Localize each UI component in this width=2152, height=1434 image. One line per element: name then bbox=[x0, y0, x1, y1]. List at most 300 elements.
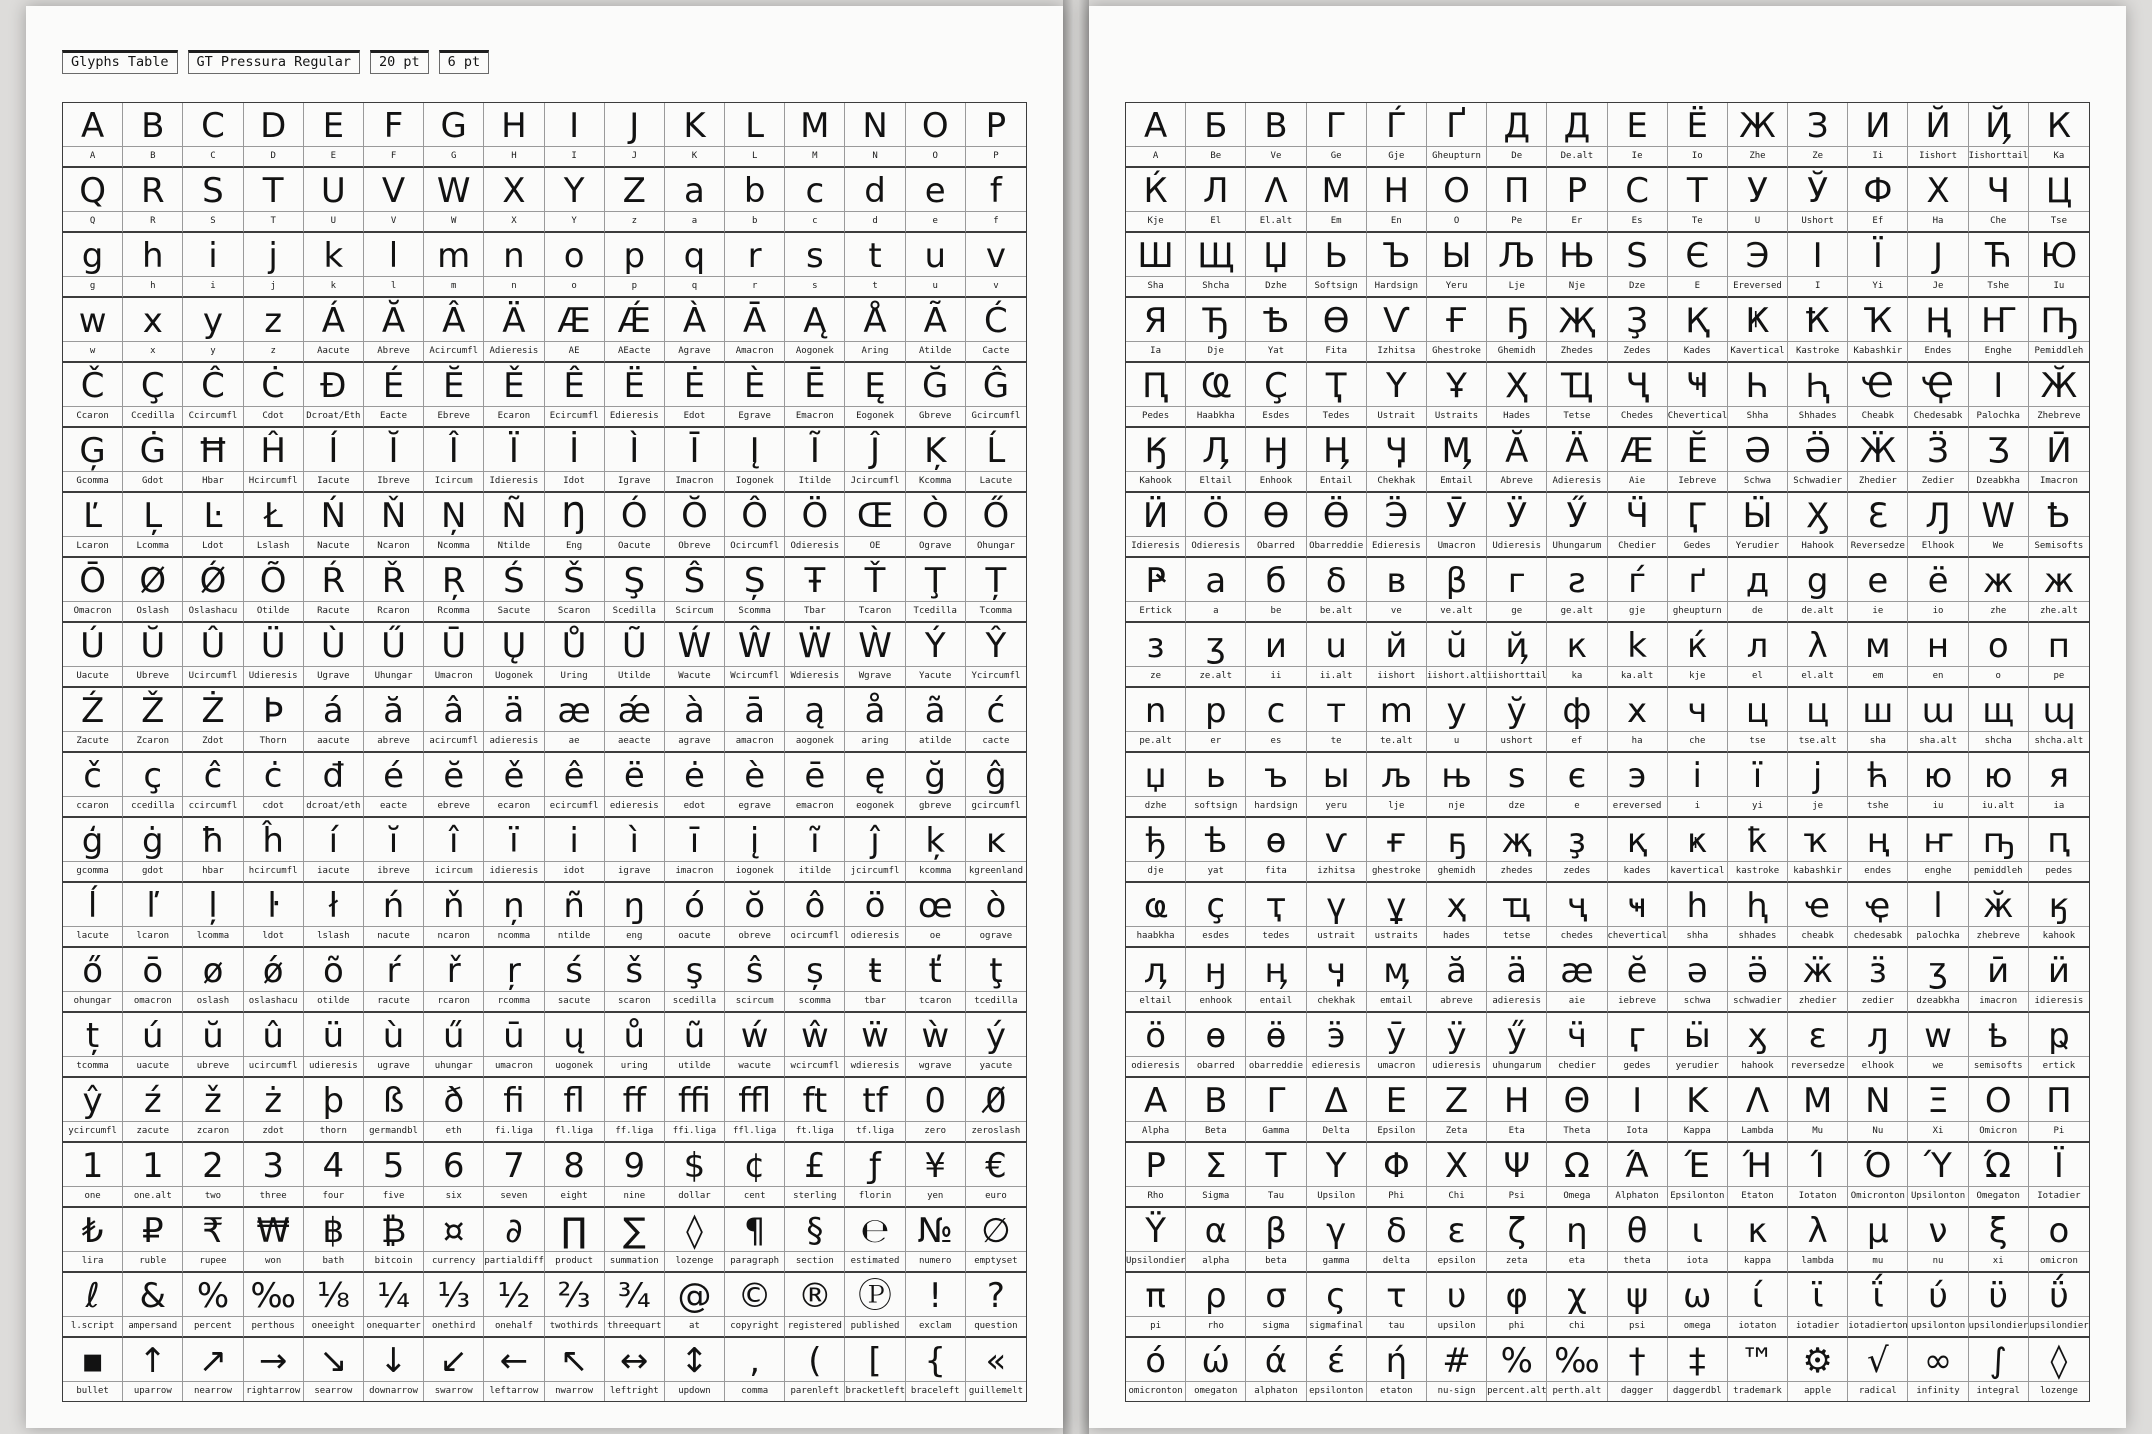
glyph-label: Gcomma bbox=[63, 472, 123, 493]
glyph-cell: ft bbox=[785, 1078, 845, 1122]
glyph-cell: ŕ bbox=[364, 948, 424, 992]
glyph-cell: Ç bbox=[123, 363, 183, 407]
glyph-cell: Ӎ bbox=[1427, 428, 1487, 472]
glyph-label: Odieresis bbox=[785, 537, 845, 558]
glyph-label: aie bbox=[1547, 992, 1607, 1013]
glyph-cell: λ bbox=[1788, 623, 1848, 667]
glyph-label: abreve bbox=[1427, 992, 1487, 1013]
glyph-label: OE bbox=[845, 537, 905, 558]
glyph-cell: ҡ bbox=[1788, 818, 1848, 862]
glyph-cell: η bbox=[1547, 1208, 1607, 1252]
glyph-label: Kappa bbox=[1668, 1122, 1728, 1143]
glyph-label: endes bbox=[1848, 862, 1908, 883]
glyph-label: Imacron bbox=[665, 472, 725, 493]
glyph-label: AE bbox=[545, 342, 605, 363]
glyph-label: Nu bbox=[1848, 1122, 1908, 1143]
glyph-cell: ê bbox=[545, 753, 605, 797]
glyph-cell: ň bbox=[424, 883, 484, 927]
glyph-label: AEacte bbox=[605, 342, 665, 363]
glyph-label: em bbox=[1848, 667, 1908, 688]
glyph-cell: Δ bbox=[1307, 1078, 1367, 1122]
glyph-label: Nacute bbox=[304, 537, 364, 558]
glyph-cell: Ӆ bbox=[1186, 428, 1246, 472]
glyph-cell: ő bbox=[63, 948, 123, 992]
glyph-cell: Ο bbox=[1969, 1078, 2029, 1122]
glyph-cell: ¢ bbox=[725, 1143, 785, 1187]
glyph-label: gje bbox=[1608, 602, 1668, 623]
glyph-label: scedilla bbox=[665, 992, 725, 1013]
glyph-label: Alpha bbox=[1126, 1122, 1186, 1143]
glyph-cell: ţ bbox=[966, 948, 1026, 992]
glyph-cell: ĕ bbox=[424, 753, 484, 797]
glyph-label: Haabkha bbox=[1186, 407, 1246, 428]
glyph-cell: ż bbox=[244, 1078, 304, 1122]
glyph-label: swarrow bbox=[424, 1382, 484, 1401]
glyph-label: Theta bbox=[1547, 1122, 1607, 1143]
glyph-cell: k bbox=[304, 233, 364, 277]
glyph-label: Kastroke bbox=[1788, 342, 1848, 363]
glyph-label: tcaron bbox=[906, 992, 966, 1013]
glyph-cell: ū bbox=[484, 1013, 544, 1057]
glyph-cell: , bbox=[725, 1338, 785, 1382]
glyph-cell: Г bbox=[1307, 103, 1367, 147]
glyph-label: ecircumfl bbox=[545, 797, 605, 818]
glyph-cell: Ө bbox=[1246, 493, 1306, 537]
glyph-label: Zdot bbox=[183, 732, 243, 753]
glyph-label: Rho bbox=[1126, 1187, 1186, 1208]
glyph-label: Ii bbox=[1848, 147, 1908, 168]
glyph-label: softsign bbox=[1186, 797, 1246, 818]
glyph-label: Aring bbox=[845, 342, 905, 363]
glyph-cell: č bbox=[63, 753, 123, 797]
glyph-cell: ô bbox=[785, 883, 845, 927]
glyph-label: ghemidh bbox=[1427, 862, 1487, 883]
glyph-label: ii bbox=[1246, 667, 1306, 688]
glyph-label: dzhe bbox=[1126, 797, 1186, 818]
glyph-label: Wcircumfl bbox=[725, 667, 785, 688]
glyph-cell: ў bbox=[1487, 688, 1547, 732]
glyph-cell: Ì bbox=[605, 428, 665, 472]
glyph-label: eight bbox=[545, 1187, 605, 1208]
glyph-cell: w bbox=[63, 298, 123, 342]
glyph-cell: ™ bbox=[1728, 1338, 1788, 1382]
glyph-label: Ccedilla bbox=[123, 407, 183, 428]
glyph-label: Endes bbox=[1908, 342, 1968, 363]
glyph-cell: C bbox=[183, 103, 243, 147]
glyph-cell: õ bbox=[304, 948, 364, 992]
glyph-cell: Ѕ bbox=[1608, 233, 1668, 277]
glyph-label: summation bbox=[605, 1252, 665, 1273]
glyph-cell: Ő bbox=[966, 493, 1026, 537]
glyph-cell: ԑ bbox=[1788, 1013, 1848, 1057]
glyph-cell: Ŭ bbox=[123, 623, 183, 667]
glyph-label: psi bbox=[1608, 1317, 1668, 1338]
glyph-cell: Ī bbox=[665, 428, 725, 472]
glyph-cell: Š bbox=[545, 558, 605, 602]
glyph-label: otilde bbox=[304, 992, 364, 1013]
glyph-label: tcomma bbox=[63, 1057, 123, 1078]
glyph-label: x bbox=[123, 342, 183, 363]
glyph-label: Upsilon bbox=[1307, 1187, 1367, 1208]
glyph-label: nearrow bbox=[183, 1382, 243, 1401]
glyph-label: rcaron bbox=[424, 992, 484, 1013]
glyph-cell: ç bbox=[123, 753, 183, 797]
glyph-cell: я bbox=[2029, 753, 2089, 797]
glyph-label: f bbox=[966, 212, 1026, 233]
latin-glyphs-table bbox=[62, 102, 1027, 1402]
glyph-label: esdes bbox=[1186, 927, 1246, 948]
glyph-cell: Ō bbox=[63, 558, 123, 602]
glyph-label: Iota bbox=[1608, 1122, 1668, 1143]
glyph-label: schwadier bbox=[1728, 992, 1788, 1013]
glyph-cell: ƒ bbox=[845, 1143, 905, 1187]
glyph-label: Dje bbox=[1186, 342, 1246, 363]
glyph-label: Ntilde bbox=[484, 537, 544, 558]
glyph-cell: л bbox=[1728, 623, 1788, 667]
glyph-label: semisofts bbox=[1969, 1057, 2029, 1078]
glyph-cell: ґ bbox=[1668, 558, 1728, 602]
glyph-label: yeru bbox=[1307, 797, 1367, 818]
glyph-label: Shha bbox=[1728, 407, 1788, 428]
glyph-label: Eltail bbox=[1186, 472, 1246, 493]
glyph-cell: Λ bbox=[1728, 1078, 1788, 1122]
glyph-label: ii.alt bbox=[1307, 667, 1367, 688]
glyph-cell: g bbox=[63, 233, 123, 277]
glyph-label: Scircum bbox=[665, 602, 725, 623]
glyph-cell: Ј bbox=[1908, 233, 1968, 277]
glyph-cell: ŀ bbox=[244, 883, 304, 927]
glyph-cell: Ґ bbox=[1427, 103, 1487, 147]
glyph-label: registered bbox=[785, 1317, 845, 1338]
glyph-cell: Њ bbox=[1547, 233, 1607, 277]
glyph-cell: ж bbox=[2029, 558, 2089, 602]
glyph-cell: é bbox=[364, 753, 424, 797]
glyph-cell: X bbox=[484, 168, 544, 212]
glyph-cell: a bbox=[665, 168, 725, 212]
glyph-cell: ҟ bbox=[1728, 818, 1788, 862]
glyph-cell: Ö bbox=[785, 493, 845, 537]
glyph-cell: Ή bbox=[1728, 1143, 1788, 1187]
glyph-label: Gcircumfl bbox=[966, 407, 1026, 428]
glyph-label: five bbox=[364, 1187, 424, 1208]
glyph-cell: Ĝ bbox=[966, 363, 1026, 407]
glyph-label: ibreve bbox=[364, 862, 424, 883]
glyph-label: dagger bbox=[1608, 1382, 1668, 1401]
glyph-cell: ξ bbox=[1969, 1208, 2029, 1252]
glyph-label: i bbox=[1668, 797, 1728, 818]
glyph-label: Idot bbox=[545, 472, 605, 493]
glyph-label: Ccaron bbox=[63, 407, 123, 428]
glyph-label: chekhak bbox=[1307, 992, 1367, 1013]
glyph-cell: ӭ bbox=[1307, 1013, 1367, 1057]
glyph-cell: ¾ bbox=[605, 1273, 665, 1317]
glyph-label: Imacron bbox=[2029, 472, 2089, 493]
glyph-cell: Ô bbox=[725, 493, 785, 537]
glyph-cell: ï bbox=[484, 818, 544, 862]
glyph-cell: Ѣ bbox=[1246, 298, 1306, 342]
glyph-cell: Ŷ bbox=[966, 623, 1026, 667]
glyph-label: iacute bbox=[304, 862, 364, 883]
glyph-label: Uhungar bbox=[364, 667, 424, 688]
glyph-label: Dzeabkha bbox=[1969, 472, 2029, 493]
glyph-cell: ӯ bbox=[1367, 1013, 1427, 1057]
glyph-cell: Ρ bbox=[1126, 1143, 1186, 1187]
glyph-cell: и bbox=[1246, 623, 1306, 667]
glyph-label: I bbox=[545, 147, 605, 168]
glyph-cell: х bbox=[1608, 688, 1668, 732]
glyph-cell: Ӛ bbox=[1788, 428, 1848, 472]
glyph-label: upsilondier bbox=[2029, 1317, 2089, 1338]
glyph-label: Omega bbox=[1547, 1187, 1607, 1208]
glyph-label: Phi bbox=[1367, 1187, 1427, 1208]
glyph-cell: Ó bbox=[605, 493, 665, 537]
glyph-cell: ν bbox=[1908, 1208, 1968, 1252]
glyph-cell: t bbox=[845, 233, 905, 277]
glyph-label: l bbox=[364, 277, 424, 298]
glyph-cell: ό bbox=[1126, 1338, 1186, 1382]
glyph-cell: Ҿ bbox=[1908, 363, 1968, 407]
glyph-label: wdieresis bbox=[845, 1057, 905, 1078]
glyph-label: Ve bbox=[1246, 147, 1306, 168]
glyph-cell: ž bbox=[183, 1078, 243, 1122]
glyph-label: Zedier bbox=[1908, 472, 1968, 493]
glyph-cell: р bbox=[1186, 688, 1246, 732]
glyph-label: ae bbox=[545, 732, 605, 753]
glyph-cell: Қ bbox=[1668, 298, 1728, 342]
glyph-label: Ccircumfl bbox=[183, 407, 243, 428]
glyph-label: idot bbox=[545, 862, 605, 883]
glyph-cell: & bbox=[123, 1273, 183, 1317]
glyph-cell: Ћ bbox=[1969, 233, 2029, 277]
glyph-cell: ц bbox=[1728, 688, 1788, 732]
glyph-label: d bbox=[845, 212, 905, 233]
glyph-label: iu bbox=[1908, 797, 1968, 818]
glyph-label: zhe.alt bbox=[2029, 602, 2089, 623]
glyph-cell: d bbox=[845, 168, 905, 212]
glyph-cell: ӫ bbox=[1246, 1013, 1306, 1057]
glyph-label: m bbox=[424, 277, 484, 298]
glyph-label: ohungar bbox=[63, 992, 123, 1013]
glyph-cell: Т bbox=[1668, 168, 1728, 212]
glyph-cell: β bbox=[1427, 558, 1487, 602]
glyph-cell: Ԑ bbox=[1848, 493, 1908, 537]
glyph-label: tse bbox=[1728, 732, 1788, 753]
glyph-label: Chedesabk bbox=[1908, 407, 1968, 428]
glyph-label: Omacron bbox=[63, 602, 123, 623]
glyph-label: leftarrow bbox=[484, 1382, 544, 1401]
glyph-cell: Ӷ bbox=[1668, 493, 1728, 537]
glyph-cell: ǽ bbox=[605, 688, 665, 732]
glyph-label: onequarter bbox=[364, 1317, 424, 1338]
glyph-label: Ecircumfl bbox=[545, 407, 605, 428]
glyph-cell: ∅ bbox=[966, 1208, 1026, 1252]
glyph-cell: Ϋ bbox=[1126, 1208, 1186, 1252]
glyph-cell: 1 bbox=[63, 1143, 123, 1187]
glyph-cell: à bbox=[665, 688, 725, 732]
glyph-label: el.alt bbox=[1788, 667, 1848, 688]
glyph-label: lcaron bbox=[123, 927, 183, 948]
glyph-cell: Ҕ bbox=[1487, 298, 1547, 342]
glyph-cell: Ŕ bbox=[304, 558, 364, 602]
glyph-label: Yerudier bbox=[1728, 537, 1788, 558]
glyph-cell: s bbox=[785, 233, 845, 277]
glyph-label: paragraph bbox=[725, 1252, 785, 1273]
glyph-cell: İ bbox=[545, 428, 605, 472]
glyph-cell: ң bbox=[1848, 818, 1908, 862]
glyph-cell: m bbox=[1367, 688, 1427, 732]
glyph-cell: Ώ bbox=[1969, 1143, 2029, 1187]
glyph-label: epsilon bbox=[1427, 1252, 1487, 1273]
glyph-cell: Ű bbox=[364, 623, 424, 667]
glyph-label: Itilde bbox=[785, 472, 845, 493]
glyph-cell: Ш bbox=[1126, 233, 1186, 277]
glyph-label: yi bbox=[1728, 797, 1788, 818]
glyph-cell: © bbox=[725, 1273, 785, 1317]
glyph-cell: Z bbox=[605, 168, 665, 212]
glyph-cell: Ć bbox=[966, 298, 1026, 342]
glyph-cell: Ẃ bbox=[665, 623, 725, 667]
glyph-cell: Ș bbox=[725, 558, 785, 602]
glyph-label: Upsilonton bbox=[1908, 1187, 1968, 1208]
glyph-label: radical bbox=[1848, 1382, 1908, 1401]
glyph-cell: D bbox=[244, 103, 304, 147]
glyph-cell: † bbox=[1608, 1338, 1668, 1382]
glyph-cell: Ф bbox=[1848, 168, 1908, 212]
glyph-label: ie bbox=[1848, 602, 1908, 623]
glyph-cell: Ё bbox=[1668, 103, 1728, 147]
glyph-cell: Ê bbox=[545, 363, 605, 407]
glyph-cell: Ë bbox=[605, 363, 665, 407]
glyph-cell: Л bbox=[1186, 168, 1246, 212]
glyph-label: Thorn bbox=[244, 732, 304, 753]
glyph-label: z bbox=[244, 342, 304, 363]
glyph-label: bath bbox=[304, 1252, 364, 1273]
glyph-cell: ҩ bbox=[1126, 883, 1186, 927]
glyph-label: Eogonek bbox=[845, 407, 905, 428]
glyph-cell: Ï bbox=[484, 428, 544, 472]
glyph-label: shha bbox=[1668, 927, 1728, 948]
glyph-label: gcomma bbox=[63, 862, 123, 883]
glyph-cell: ł bbox=[304, 883, 364, 927]
glyph-cell: Ǿ bbox=[183, 558, 243, 602]
glyph-cell: ύ bbox=[1908, 1273, 1968, 1317]
glyph-label: zcaron bbox=[183, 1122, 243, 1143]
glyph-cell: A bbox=[63, 103, 123, 147]
glyph-cell: ӟ bbox=[1848, 948, 1908, 992]
glyph-label: Chedes bbox=[1608, 407, 1668, 428]
glyph-cell: J bbox=[605, 103, 665, 147]
glyph-cell: ӱ bbox=[1427, 1013, 1487, 1057]
glyph-cell: Ã bbox=[906, 298, 966, 342]
glyph-cell: Å bbox=[845, 298, 905, 342]
glyph-cell: Q bbox=[63, 168, 123, 212]
glyph-cell: Ӗ bbox=[1668, 428, 1728, 472]
glyph-label: idieresis bbox=[2029, 992, 2089, 1013]
glyph-label: U bbox=[304, 212, 364, 233]
glyph-cell: Y bbox=[545, 168, 605, 212]
glyph-label: lcomma bbox=[183, 927, 243, 948]
glyph-cell: ℮ bbox=[845, 1208, 905, 1252]
glyph-label: Icircum bbox=[424, 472, 484, 493]
glyph-cell: Ί bbox=[1788, 1143, 1848, 1187]
glyph-label: Epsilonton bbox=[1668, 1187, 1728, 1208]
glyph-label: Ebreve bbox=[424, 407, 484, 428]
glyph-label: Obarreddie bbox=[1307, 537, 1367, 558]
glyph-cell: Ĺ bbox=[966, 428, 1026, 472]
glyph-cell: ҥ bbox=[1908, 818, 1968, 862]
glyph-cell: ġ bbox=[123, 818, 183, 862]
glyph-label: Iu bbox=[2029, 277, 2089, 298]
glyph-label: Q bbox=[63, 212, 123, 233]
glyph-label: itilde bbox=[785, 862, 845, 883]
glyph-cell: W bbox=[424, 168, 484, 212]
glyph-cell: Ύ bbox=[1908, 1143, 1968, 1187]
glyph-cell: ↕ bbox=[665, 1338, 725, 1382]
glyph-label: Y bbox=[545, 212, 605, 233]
glyph-label: Che bbox=[1969, 212, 2029, 233]
glyph-cell: j bbox=[244, 233, 304, 277]
glyph-label: Esdes bbox=[1246, 407, 1306, 428]
glyph-label: En bbox=[1367, 212, 1427, 233]
glyph-label: Semisofts bbox=[2029, 537, 2089, 558]
glyph-cell: Ŧ bbox=[785, 558, 845, 602]
glyph-label: Hardsign bbox=[1367, 277, 1427, 298]
glyph-cell: џ bbox=[1126, 753, 1186, 797]
glyph-label: Je bbox=[1908, 277, 1968, 298]
glyph-cell: Ҙ bbox=[1608, 298, 1668, 342]
glyph-label: zhebreve bbox=[1969, 927, 2029, 948]
glyph-label: imacron bbox=[665, 862, 725, 883]
glyph-label: el bbox=[1728, 667, 1788, 688]
glyph-cell: ҕ bbox=[1427, 818, 1487, 862]
glyph-cell: Ӹ bbox=[1728, 493, 1788, 537]
glyph-label: aeacte bbox=[605, 732, 665, 753]
glyph-label: ge bbox=[1487, 602, 1547, 623]
glyph-cell: Ѓ bbox=[1367, 103, 1427, 147]
glyph-cell: % bbox=[1487, 1338, 1547, 1382]
glyph-label: udieresis bbox=[1427, 1057, 1487, 1078]
glyph-cell: 8 bbox=[545, 1143, 605, 1187]
glyph-cell: Ẁ bbox=[845, 623, 905, 667]
glyph-cell: ú bbox=[123, 1013, 183, 1057]
glyph-label: Schwa bbox=[1728, 472, 1788, 493]
glyph-label: elhook bbox=[1848, 1057, 1908, 1078]
glyph-label: Ldot bbox=[183, 537, 243, 558]
glyph-cell: ΰ bbox=[2029, 1273, 2089, 1317]
glyph-label: Iishorttail bbox=[1969, 147, 2029, 168]
glyph-cell: z bbox=[244, 298, 304, 342]
glyph-cell: Í bbox=[304, 428, 364, 472]
glyph-label: o bbox=[545, 277, 605, 298]
glyph-cell: œ bbox=[906, 883, 966, 927]
glyph-label: guillemelt bbox=[968, 1386, 1023, 1396]
glyph-cell: → bbox=[244, 1338, 304, 1382]
glyph-cell: Ż bbox=[183, 688, 243, 732]
glyph-cell: Ž bbox=[123, 688, 183, 732]
glyph-label: W bbox=[424, 212, 484, 233]
glyph-label: pe.alt bbox=[1126, 732, 1186, 753]
glyph-cell: Ъ bbox=[1367, 233, 1427, 277]
glyph-label: copyright bbox=[725, 1317, 785, 1338]
glyph-cell: ҳ bbox=[1427, 883, 1487, 927]
glyph-cell: Д bbox=[1547, 103, 1607, 147]
glyph-label: section bbox=[785, 1252, 845, 1273]
glyph-cell: Ӣ bbox=[2029, 428, 2089, 472]
glyph-label: bracketleft bbox=[845, 1382, 905, 1401]
glyph-label: onehalf bbox=[484, 1317, 544, 1338]
glyph-cell: Η bbox=[1487, 1078, 1547, 1122]
glyph-label: iishort.alt bbox=[1427, 667, 1487, 688]
